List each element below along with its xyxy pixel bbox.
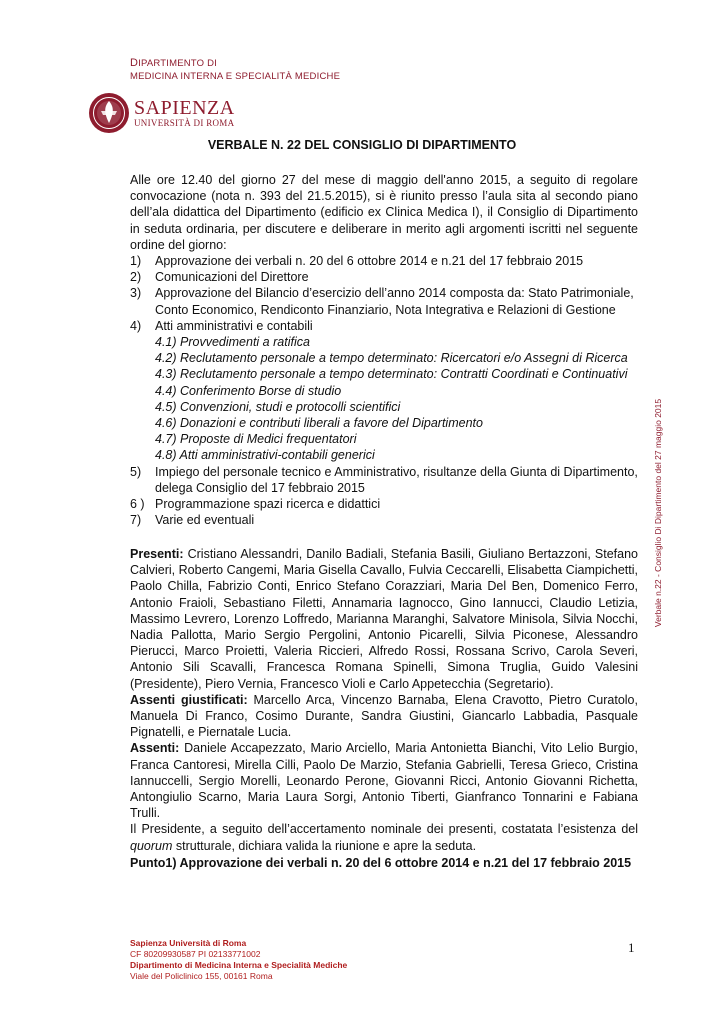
quorum-term: quorum [130, 838, 173, 853]
university-seal-icon [88, 92, 130, 134]
agenda-subitem: 4.4) Conferimento Borse di studio [155, 383, 342, 398]
agenda-subitem: 4.2) Reclutamento personale a tempo determinato: Ricercatori e/o Assegni di Ricerca [155, 351, 628, 366]
agenda-number: 1) [130, 254, 142, 268]
agenda-number: 5) [130, 464, 142, 479]
agenda-item [130, 496, 638, 512]
agenda-text: Atti amministrativi e contabili [155, 318, 313, 333]
agenda-item [130, 512, 638, 528]
page-number: 1 [628, 940, 635, 955]
justified-absent-paragraph [130, 692, 638, 741]
agenda-item [130, 269, 638, 285]
agenda-subitem: 4.8) Atti amministrativi-contabili generici [155, 448, 375, 463]
footer-address: Viale del Policlinico 155, 00161 Roma [130, 971, 273, 981]
agenda-subitem: 4.1) Provvedimenti a ratifica [155, 335, 310, 350]
agenda-subitem: 4.5) Convenzioni, studi e protocolli scientifici [155, 399, 401, 414]
dept-line-2: MEDICINA INTERNA E SPECIALITÀ MEDICHE [130, 71, 341, 82]
agenda-text: Impiego del personale tecnico e Amministrativo, risultanze della Giunta di Dipartimento, delega Consiglio del 17 febbraio 2015 [155, 464, 638, 495]
present-paragraph [130, 546, 638, 692]
present-label: Presenti: [130, 547, 184, 561]
agenda-subitem: 4.3) Reclutamento personale a tempo determinato: Contratti Coordinati e Continuativi [155, 367, 628, 382]
agenda-item [130, 253, 638, 269]
agenda-text: Comunicazioni del Direttore [155, 270, 309, 285]
logo-name: SAPIENZA [134, 96, 235, 119]
footer-university: Sapienza Università di Roma [130, 938, 247, 948]
agenda-subitem: 4.6) Donazioni e contributi liberali a favore del Dipartimento [155, 416, 483, 431]
agenda-item [130, 285, 638, 317]
agenda-text: Varie ed eventuali [155, 513, 255, 528]
agenda-text: Programmazione spazi ricerca e didattici [155, 497, 381, 512]
agenda-item [130, 464, 638, 496]
intro-paragraph: Alle ore 12.40 del giorno 27 del mese di maggio dell'anno 2015, a seguito di regolare convocazione (nota n. 393 del 21.5.2015), si è riunito presso l’aula sita al secondo piano dell’ala didattica del Dipartimento (edificio ex Clinica Medica I), il Consiglio di Dipartimento in seduta ordinaria, per discutere e deliberare in merito agli argomenti iscritti nel seguente ordine del giorno: [130, 173, 638, 252]
present-list: Cristiano Alessandri, Danilo Badiali, Stefania Basili, Giuliano Bertazzoni, Stefano Calvieri, Roberto Cangemi, Maria Gisella Cavallo, Fulvia Ceccarelli, Elisabetta Ciampichetti, Paolo Chilla, Fabrizio Conti, Enrico Stefano Corazziari, Maria Del Ben, Domenico Ferro, Antonio Fraioli, Sebastiano Filetti, Annamaria Iagnocco, Gino Iannucci, Claudio Letizia, Massimo Levrero, Lorenzo Loffredo, Marianna Maranghi, Salvatore Minisola, Silvia Nocchi, Nadia Pallotta, Mario Sergio Pergolini, Antonio Picarelli, Silvia Piconese, Alessandro Pierucci, Marco Proietti, Valeria Riccieri, Alfredo Rossi, Rossana Scrivo, Carola Severi, Antonio Sili Scavalli, Francesca Romana Spinelli, Simona Truglia, Guido Valesini (Presidente), Piero Vernia, Francesco Violi e Carlo Appetecchia (Segretario). [130, 547, 638, 691]
footer-tax-codes: CF 80209930587 PI 02133771002 [130, 949, 261, 959]
agenda-number: 2) [130, 270, 142, 285]
attendance-section [130, 546, 638, 854]
dept-line-1: IPARTIMENTO DI [138, 58, 217, 69]
document-title: VERBALE N. 22 DEL CONSIGLIO DI DIPARTIMENTO [207, 138, 517, 152]
sidebar-caption [651, 390, 665, 635]
agenda-number: 4) [130, 318, 142, 333]
sidebar-caption-text: Verbale n.22 - Consiglio Di Dipartimento del 27 maggio 2015 [653, 398, 663, 627]
agenda-subitem: 4.7) Proposte di Medici frequentatori [155, 432, 357, 447]
agenda-item [130, 318, 638, 334]
absent-label: Assenti: [130, 741, 180, 756]
agenda-number: 6 ) [130, 497, 145, 512]
logo-subtitle: UNIVERSITÀ DI ROMA [134, 117, 235, 128]
agenda-text: Approvazione dei verbali n. 20 del 6 ottobre 2014 e n.21 del 17 febbraio 2015 [155, 254, 584, 268]
dept-initial: D [130, 57, 139, 69]
department-header [130, 57, 340, 83]
justified-absent-label: Assenti giustificati: [130, 692, 248, 707]
absent-list: Daniele Accapezzato, Mario Arciello, Maria Antonietta Bianchi, Vito Lelio Burgio, Franca Cantoresi, Mirella Cilli, Paolo De Marzio, Stefania Gabrielli, Teresa Grieco, Cristina Iannuccelli, Sergio Morelli, Leonardo Perone, Giovanni Ricci, Antonio Giovanni Richetta, Antongiulio Scarno, Maria Laura Sorgi, Antonio Tiberti, Gianfranco Tonnarini e Fabiana Trulli. [130, 741, 638, 821]
footer [130, 938, 347, 982]
footer-department: Dipartimento di Medicina Interna e Specialità Mediche [130, 960, 348, 970]
justified-absent-list: Marcello Arca, Vincenzo Barnaba, Elena Cravotto, Pietro Curatolo, Manuela Di Franco, Cosimo Durante, Sandra Giustini, Giancarlo Labbadia, Pasquale Pignatelli, e Piernatale Lucia. [130, 692, 638, 740]
section-heading-punto1: Punto1) Approvazione dei verbali n. 20 del 6 ottobre 2014 e n.21 del 17 febbraio 2015 [130, 856, 632, 870]
president-text-end: strutturale, dichiara valida la riunione e apre la seduta. [175, 838, 477, 853]
president-paragraph [130, 821, 638, 853]
president-text: Il Presidente, a seguito dell’accertamento nominale dei presenti, costatata l’esistenza del [130, 822, 638, 837]
sapienza-logo [88, 92, 235, 134]
agenda-number: 3) [130, 286, 142, 301]
agenda-number: 7) [130, 513, 142, 528]
agenda-text: Approvazione del Bilancio d’esercizio dell’anno 2014 composta da: Stato Patrimoniale, Conto Economico, Rendiconto Finanziario, Nota Integrativa e Relazioni di Gestione [155, 286, 634, 317]
agenda-list [130, 253, 638, 528]
absent-paragraph [130, 740, 638, 821]
